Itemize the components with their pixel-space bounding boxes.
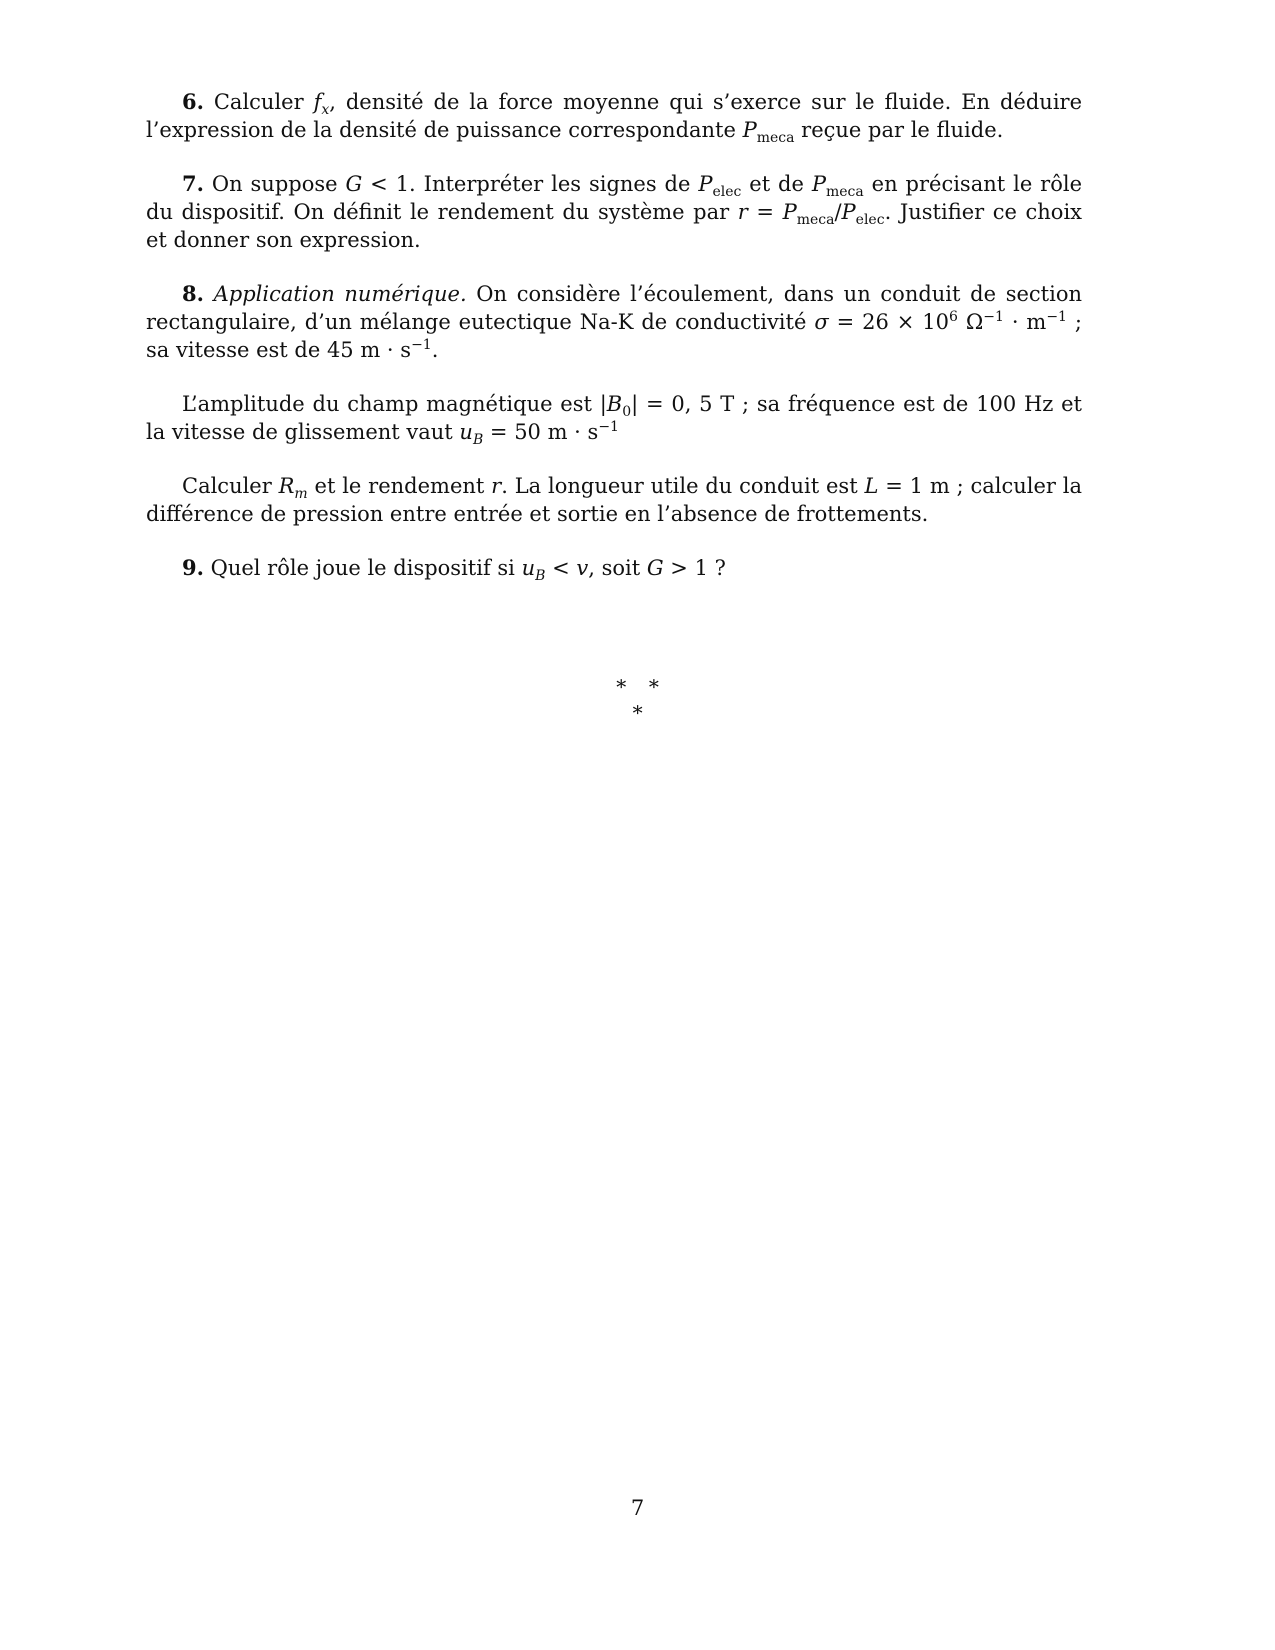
text: Quel rôle joue le dispositif si [210, 556, 522, 580]
math-sub: 0 [622, 404, 632, 421]
math-var: P [742, 118, 757, 142]
text: On considère l’écoulement, dans un conduit de section rectangulaire, d’un mélange eutectique Na-K de conductivité [146, 282, 1082, 334]
question-number: 8. [182, 281, 204, 306]
math-var: G [345, 172, 363, 196]
page-number: 7 [630, 1496, 645, 1520]
math-sub: meca [826, 184, 864, 201]
math-var: r [491, 474, 502, 498]
text: en précisant le rôle du dispositif. On définit le rendement du système par [146, 172, 1082, 224]
math-sub: x [321, 102, 330, 119]
paragraph-magnetic-field [146, 390, 1082, 449]
math-var: σ [814, 310, 829, 334]
text: = [747, 200, 783, 224]
text: , densité de la force moyenne qui s’exerce sur le fluide. En déduire l’expression de la densité de puissance correspondante [146, 90, 1082, 142]
text: < [545, 556, 577, 580]
math-sup: 6 [948, 309, 958, 325]
emphasis: Application numérique. [213, 282, 467, 306]
text: Calculer [182, 474, 279, 498]
text: Calculer [213, 90, 314, 114]
text: · m [1003, 310, 1047, 334]
math-sup: −1 [983, 309, 1004, 325]
text: reçue par le fluide. [794, 118, 1004, 142]
math-var: L [864, 474, 879, 498]
text: On suppose [211, 172, 346, 196]
math-var: f [313, 90, 322, 114]
math-sup: −1 [1046, 309, 1067, 325]
text: = 50 m · s [483, 420, 599, 444]
text: ; sa vitesse est de 45 m · s [146, 310, 1082, 362]
paragraph-calculate [146, 472, 1082, 528]
section-end-asterisks [0, 670, 1275, 722]
question-9 [146, 554, 1082, 585]
text: | = 0, 5 T ; sa fréquence est de 100 Hz et la vitesse de glissement vaut [146, 392, 1082, 444]
text: . Justifier ce choix et donner son expression. [146, 200, 1082, 252]
math-sup: −1 [411, 337, 432, 353]
text: . La longueur utile du conduit est [501, 474, 865, 498]
math-var: v [576, 556, 589, 580]
math-sub: meca [796, 212, 835, 229]
document-page [146, 88, 1082, 608]
math-sub: elec [712, 184, 742, 201]
question-6 [146, 88, 1082, 147]
math-var: P [782, 200, 797, 224]
math-var: u [521, 556, 536, 580]
math-sub: B [472, 432, 484, 449]
asterisks-line-1: ∗ ∗ [614, 671, 661, 695]
question-8 [146, 280, 1082, 364]
text: et de [741, 172, 812, 196]
text: Ω [957, 310, 984, 334]
math-var: u [459, 420, 473, 444]
math-sub: m [294, 486, 308, 503]
question-number: 6. [182, 89, 204, 114]
question-number: 9. [182, 555, 204, 580]
text: = 1 m ; calculer la différence de pression entre entrée et sortie en l’absence de frottements. [146, 474, 1082, 526]
text: < 1. Interpréter les signes de [362, 172, 699, 196]
math-var: B [606, 392, 623, 416]
text: = 26 × 10 [828, 310, 949, 334]
text: > 1 ? [663, 556, 726, 580]
text: , soit [588, 556, 647, 580]
math-var: P [811, 172, 826, 196]
math-sub: meca [756, 130, 795, 147]
math-var: R [278, 474, 295, 498]
question-7 [146, 170, 1082, 254]
math-sup: −1 [598, 419, 619, 435]
math-var: r [737, 200, 748, 224]
math-var: P [841, 200, 856, 224]
text: / [834, 200, 842, 224]
math-sub: B [535, 568, 546, 585]
math-var: P [698, 172, 713, 196]
text: . [431, 338, 439, 362]
math-sub: elec [855, 212, 885, 229]
question-number: 7. [182, 171, 204, 196]
text: et le rendement [307, 474, 492, 498]
math-var: G [646, 556, 664, 580]
text: L’amplitude du champ magnétique est | [182, 392, 607, 416]
asterisks-line-2: ∗ [630, 697, 645, 721]
